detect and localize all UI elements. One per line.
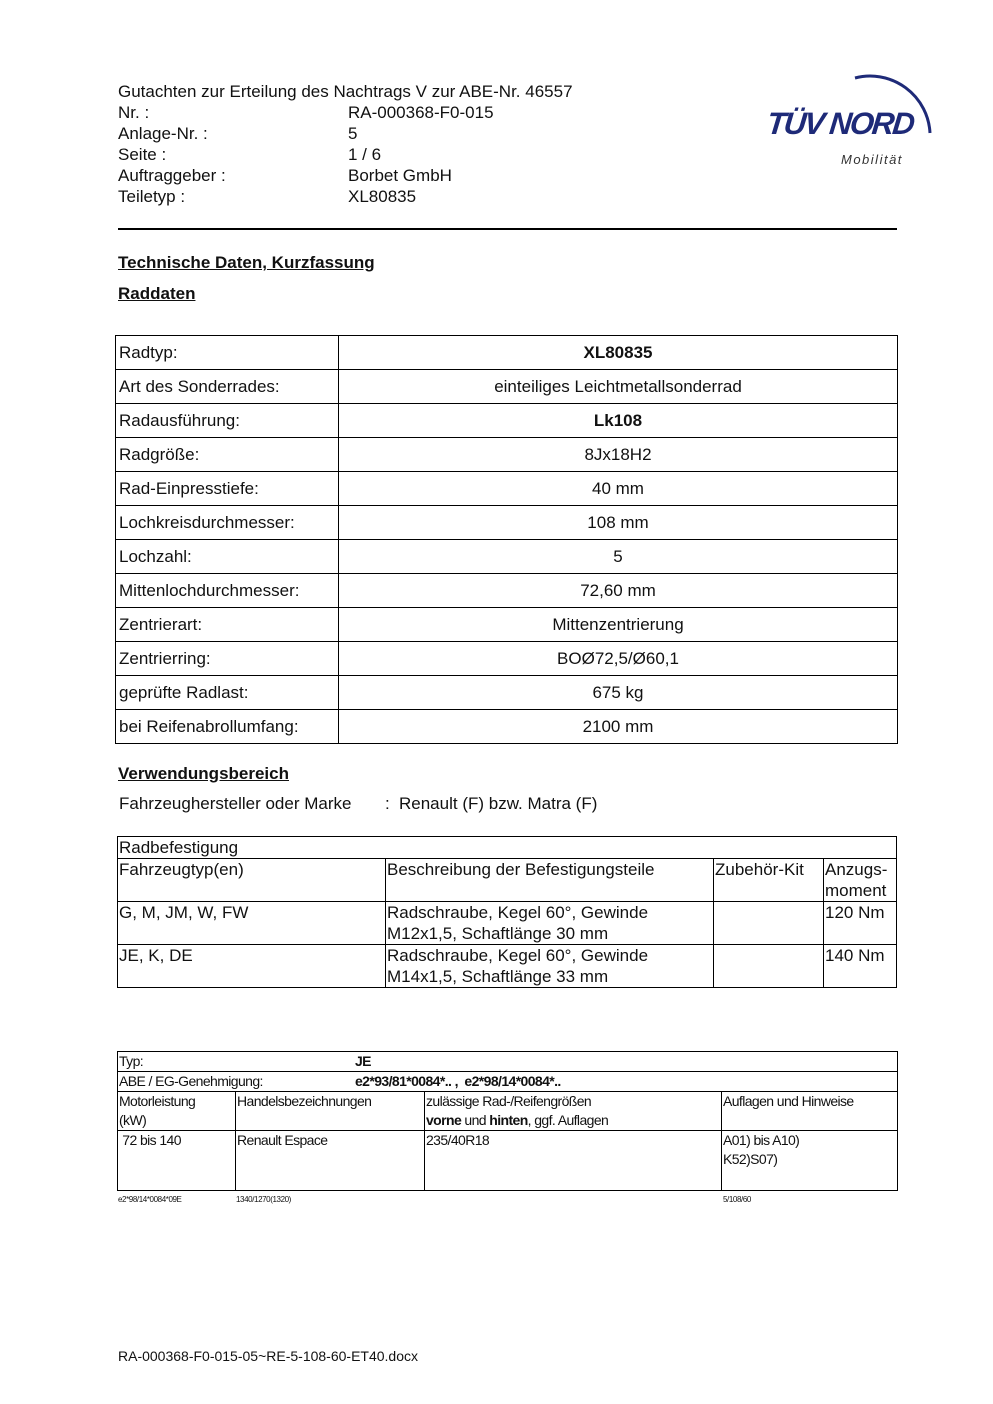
cell-fahrzeugtyp: G, M, JM, W, FW bbox=[118, 902, 386, 945]
table-row bbox=[116, 574, 898, 608]
field-value-anlage: 5 bbox=[348, 124, 358, 143]
row-label: Art des Sonderrades: bbox=[116, 370, 339, 404]
typ-value: JE bbox=[355, 1053, 371, 1069]
row-value: einteiliges Leichtmetallsonderrad bbox=[339, 370, 898, 404]
field-value-teiletyp: XL80835 bbox=[348, 187, 417, 206]
heading-technische-daten: Technische Daten, Kurzfassung bbox=[118, 253, 375, 272]
tiny-weight-code: 1340/1270(1320) bbox=[236, 1195, 291, 1204]
field-value-auftraggeber: Borbet GmbH bbox=[348, 166, 452, 185]
cell-zubehoer-kit bbox=[714, 902, 824, 945]
cell-beschreibung: Radschraube, Kegel 60°, Gewinde M12x1,5, Schaftlänge 30 mm bbox=[386, 902, 714, 945]
row-value: 72,60 mm bbox=[339, 574, 898, 608]
cell-reifengroesse: 235/40R18 bbox=[425, 1131, 722, 1191]
row-value: 675 kg bbox=[339, 676, 898, 710]
table-row bbox=[116, 404, 898, 438]
header-reifengroessen bbox=[425, 1092, 722, 1131]
heading-verwendungsbereich: Verwendungsbereich bbox=[118, 764, 289, 783]
table-row bbox=[116, 370, 898, 404]
table-row bbox=[116, 472, 898, 506]
row-label: Mittenlochdurchmesser: bbox=[116, 574, 339, 608]
raddaten-table bbox=[115, 335, 898, 744]
typ-row bbox=[118, 1052, 898, 1072]
row-label: Radtyp: bbox=[116, 336, 339, 370]
cell-auflagen: A01) bis A10) K52)S07) bbox=[722, 1131, 898, 1191]
table-header-row bbox=[118, 859, 897, 902]
table-row bbox=[118, 1131, 898, 1191]
header-reifen-hinten: hinten bbox=[489, 1112, 528, 1128]
tiny-pattern-code: 5/108/60 bbox=[723, 1195, 751, 1204]
field-label-auftraggeber: Auftraggeber : bbox=[118, 166, 226, 185]
cell-anzugsmoment: 140 Nm bbox=[824, 945, 897, 988]
row-value: Mittenzentrierung bbox=[339, 608, 898, 642]
header-auflagen: Auflagen und Hinweise bbox=[722, 1092, 898, 1131]
row-label: Radausführung: bbox=[116, 404, 339, 438]
logo-subtitle: Mobilität bbox=[841, 152, 903, 167]
tiny-approval-code: e2*98/14*0084*09E bbox=[118, 1195, 182, 1204]
typ-label: Typ: bbox=[119, 1053, 144, 1069]
table-row bbox=[116, 642, 898, 676]
cell-fahrzeugtyp: JE, K, DE bbox=[118, 945, 386, 988]
header-beschreibung: Beschreibung der Befestigungsteile bbox=[386, 859, 714, 902]
cell-zubehoer-kit bbox=[714, 945, 824, 988]
verwendung-separator: : bbox=[385, 794, 390, 813]
row-label: geprüfte Radlast: bbox=[116, 676, 339, 710]
tuv-nord-logo bbox=[765, 58, 945, 173]
table-row bbox=[116, 676, 898, 710]
row-value: 8Jx18H2 bbox=[339, 438, 898, 472]
logo-brand-text: TÜV NORD bbox=[765, 106, 915, 141]
row-value: 2100 mm bbox=[339, 710, 898, 744]
row-value: 40 mm bbox=[339, 472, 898, 506]
heading-raddaten: Raddaten bbox=[118, 284, 196, 303]
cell-beschreibung: Radschraube, Kegel 60°, Gewinde M14x1,5, Schaftlänge 33 mm bbox=[386, 945, 714, 988]
row-value: Lk108 bbox=[339, 404, 898, 438]
field-label-teiletyp: Teiletyp : bbox=[118, 187, 186, 206]
header-reifen-auflagen: , ggf. Auflagen bbox=[527, 1112, 609, 1128]
row-value: 5 bbox=[339, 540, 898, 574]
abe-row bbox=[118, 1072, 898, 1092]
cell-handelsbezeichnung: Renault Espace bbox=[236, 1131, 425, 1191]
field-value-seite: 1 / 6 bbox=[348, 145, 382, 164]
header-reifen-und: und bbox=[461, 1112, 490, 1128]
table-row bbox=[118, 945, 897, 988]
abe-cell bbox=[118, 1072, 898, 1092]
field-label-nr: Nr. : bbox=[118, 103, 150, 122]
field-label-seite: Seite : bbox=[118, 145, 167, 164]
radbefestigung-title: Radbefestigung bbox=[118, 837, 897, 859]
row-label: Radgröße: bbox=[116, 438, 339, 472]
table-row bbox=[116, 336, 898, 370]
row-value: BOØ72,5/Ø60,1 bbox=[339, 642, 898, 676]
header-divider bbox=[118, 228, 897, 230]
row-value: XL80835 bbox=[339, 336, 898, 370]
cell-motorleistung: 72 bis 140 bbox=[118, 1131, 236, 1191]
verwendung-label: Fahrzeughersteller oder Marke bbox=[119, 794, 352, 813]
cell-anzugsmoment: 120 Nm bbox=[824, 902, 897, 945]
row-value: 108 mm bbox=[339, 506, 898, 540]
table-row bbox=[116, 540, 898, 574]
field-value-nr: RA-000368-F0-015 bbox=[348, 103, 494, 122]
header-reifen-vorne: vorne bbox=[426, 1112, 462, 1128]
header-zubehoer-kit: Zubehör-Kit bbox=[714, 859, 824, 902]
row-label: Lochzahl: bbox=[116, 540, 339, 574]
field-label-anlage: Anlage-Nr. : bbox=[118, 124, 208, 143]
footer-filename: RA-000368-F0-015-05~RE-5-108-60-ET40.docx bbox=[118, 1348, 418, 1364]
verwendung-value: Renault (F) bzw. Matra (F) bbox=[399, 794, 598, 813]
document-title: Gutachten zur Erteilung des Nachtrags V zur ABE-Nr. 46557 bbox=[118, 82, 573, 101]
fahrzeug-table bbox=[117, 1051, 898, 1191]
table-row bbox=[118, 902, 897, 945]
header-anzugsmoment: Anzugs- moment bbox=[824, 859, 897, 902]
table-row bbox=[116, 438, 898, 472]
typ-cell bbox=[118, 1052, 898, 1072]
table-row bbox=[116, 710, 898, 744]
header-fahrzeugtyp: Fahrzeugtyp(en) bbox=[118, 859, 386, 902]
table-row bbox=[116, 608, 898, 642]
table-row bbox=[116, 506, 898, 540]
header-handelsbezeichnungen: Handelsbezeichnungen bbox=[236, 1092, 425, 1131]
table-title-row bbox=[118, 837, 897, 859]
radbefestigung-table bbox=[117, 836, 897, 988]
abe-value: e2*93/81*0084*.. , e2*98/14*0084*.. bbox=[355, 1073, 561, 1089]
header-motorleistung: Motorleistung (kW) bbox=[118, 1092, 236, 1131]
abe-label: ABE / EG-Genehmigung: bbox=[119, 1073, 263, 1089]
row-label: Zentrierart: bbox=[116, 608, 339, 642]
row-label: Lochkreisdurchmesser: bbox=[116, 506, 339, 540]
row-label: bei Reifenabrollumfang: bbox=[116, 710, 339, 744]
header-reifen-line1: zulässige Rad-/Reifengrößen bbox=[426, 1093, 592, 1109]
row-label: Zentrierring: bbox=[116, 642, 339, 676]
row-label: Rad-Einpresstiefe: bbox=[116, 472, 339, 506]
table-header-row bbox=[118, 1092, 898, 1131]
